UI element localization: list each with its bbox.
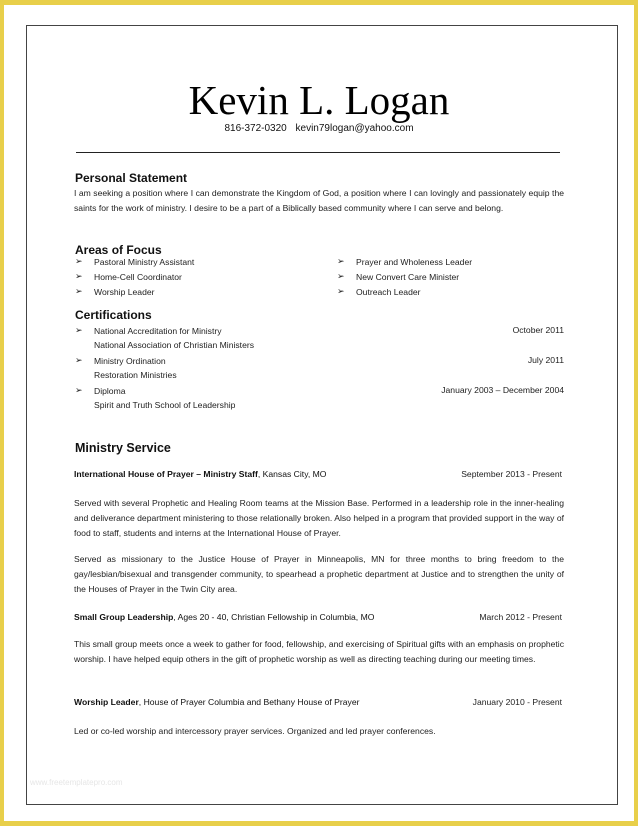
bullet-arrow-icon: ➢	[75, 355, 83, 365]
bullet-arrow-icon: ➢	[75, 286, 83, 296]
focus-item: Home-Cell Coordinator	[94, 272, 182, 282]
focus-item: Worship Leader	[94, 287, 155, 297]
candidate-name: Kevin L. Logan	[188, 77, 450, 123]
page-border	[26, 25, 618, 805]
bullet-arrow-icon: ➢	[75, 271, 83, 281]
job-date: March 2012 - Present	[479, 612, 562, 622]
job-description: Served with several Prophetic and Healing Room teams at the Mission Base. Performed in a leadership role in the inner-healing and deliverance department ministering to those relationally broken. Also helped in a program that provided support in the way of food to staff, students and interns at the International House of Prayer.	[74, 498, 564, 538]
job-title-line	[74, 697, 360, 707]
certification-date: July 2011	[527, 355, 564, 365]
bullet-arrow-icon: ➢	[75, 325, 83, 335]
job-detail: , Ages 20 - 40, Christian Fellowship in Columbia, MO	[173, 612, 375, 622]
certification-date: January 2003 – December 2004	[441, 385, 564, 395]
job-title: International House of Prayer – Ministry Staff	[74, 469, 258, 479]
certification-org: National Association of Christian Ministers	[94, 340, 255, 350]
certification-title: National Accreditation for Ministry	[94, 326, 222, 336]
certification-date: October 2011	[512, 325, 564, 335]
job-description: This small group meets once a week to gather for food, fellowship, and exercising of Spiritual gifts with an emphasis on prophetic worship. I have helped equip others in the gift of prophetic worship as well as directing teaching during our meeting times.	[74, 639, 564, 664]
phone-number: 816-372-0320	[224, 123, 287, 134]
certifications-heading: Certifications	[75, 308, 152, 322]
resume-page	[4, 5, 634, 821]
focus-item: Prayer and Wholeness Leader	[356, 257, 473, 267]
job-title: Small Group Leadership	[74, 612, 174, 622]
areas-of-focus-heading: Areas of Focus	[75, 243, 162, 257]
job-description: Served as missionary to the Justice House of Prayer in Minneapolis, MN for three months to bring freedom to the gay/lesbian/bisexual and transgender community, to spearhead a prophetic department at Justice and to strengthen the unity of the Houses of Prayer in the Twin City area.	[74, 554, 564, 594]
certification-title: Diploma	[94, 386, 126, 396]
bullet-arrow-icon: ➢	[75, 256, 83, 266]
email-address: kevin79logan@yahoo.com	[295, 123, 414, 134]
job-date: January 2010 - Present	[472, 697, 562, 707]
bullet-arrow-icon: ➢	[75, 385, 83, 395]
certification-org: Restoration Ministries	[94, 370, 177, 380]
job-title-line	[74, 612, 374, 622]
bullet-arrow-icon: ➢	[337, 286, 345, 296]
ministry-service-heading: Ministry Service	[75, 441, 171, 455]
focus-item: Pastoral Ministry Assistant	[94, 257, 195, 267]
watermark-text: www.freetemplatepro.com	[30, 778, 123, 787]
job-detail: , House of Prayer Columbia and Bethany House of Prayer	[138, 697, 360, 707]
job-title: Worship Leader	[74, 697, 139, 707]
personal-statement-heading: Personal Statement	[75, 171, 188, 185]
contact-line	[4, 123, 634, 134]
bullet-arrow-icon: ➢	[337, 256, 345, 266]
certification-org: Spirit and Truth School of Leadership	[94, 400, 236, 410]
job-detail: , Kansas City, MO	[257, 469, 327, 479]
header-divider	[76, 152, 560, 153]
focus-item: New Convert Care Minister	[356, 272, 460, 282]
certification-title: Ministry Ordination	[94, 356, 166, 366]
bullet-arrow-icon: ➢	[337, 271, 345, 281]
job-title-line	[74, 469, 326, 479]
personal-statement-text: I am seeking a position where I can demonstrate the Kingdom of God, a position where I can lovingly and passionately equip the saints for the work of ministry. I desire to be a part of a Biblically based community where I can serve and belong.	[74, 188, 564, 213]
job-description: Led or co-led worship and intercessory prayer services. Organized and led prayer conferences.	[74, 726, 436, 736]
focus-item: Outreach Leader	[356, 287, 421, 297]
job-date: September 2013 - Present	[461, 469, 562, 479]
